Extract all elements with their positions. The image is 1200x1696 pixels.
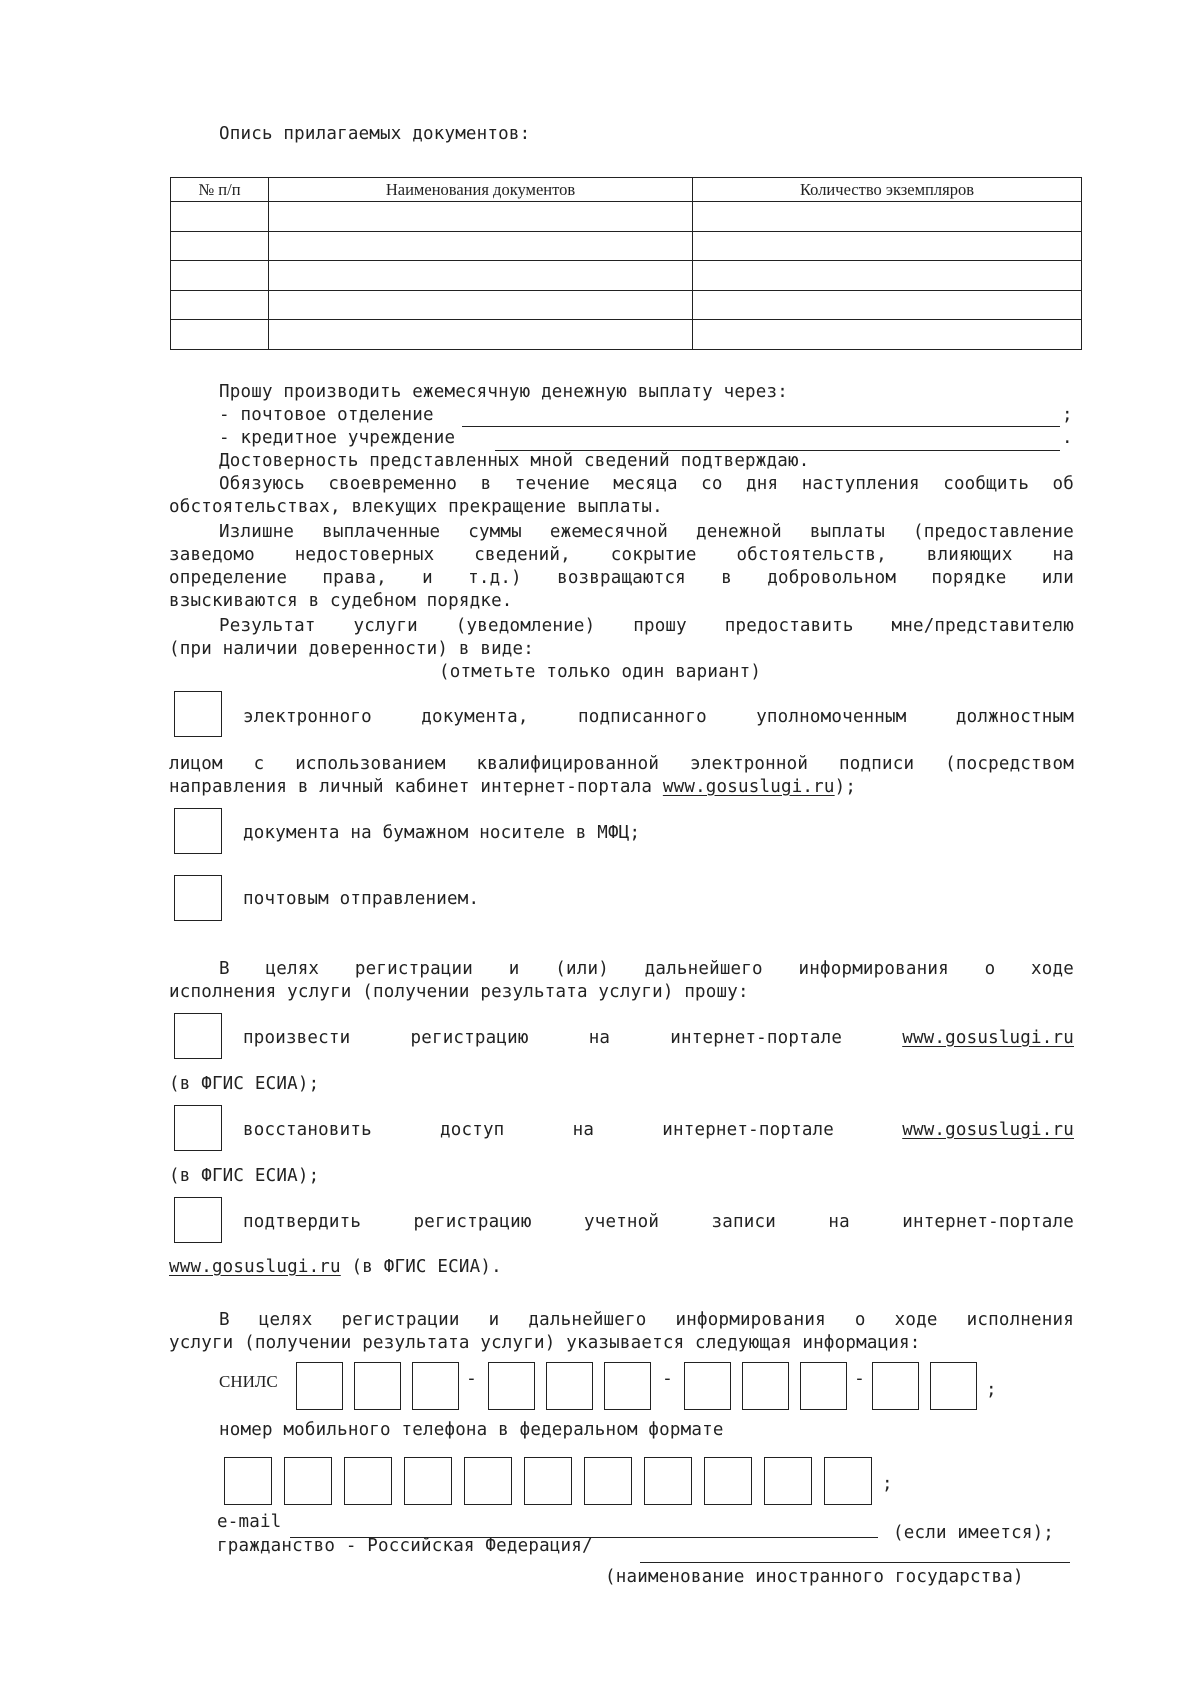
phone-end: ; <box>882 1474 893 1494</box>
credit-institution-label: - кредитное учреждение <box>219 428 456 448</box>
gosuslugi-link[interactable]: www.gosuslugi.ru <box>902 1028 1074 1048</box>
credit-institution-end: . <box>1062 428 1073 448</box>
result-hint: (отметьте только один вариант) <box>439 662 762 682</box>
payment-intro: Прошу производить ежемесячную денежную выплату через: <box>219 382 789 402</box>
table-cell-number[interactable] <box>171 261 269 291</box>
result-electronic-line-3-text: направления в личный кабинет интернет-портала <box>169 777 663 797</box>
table-cell-copies[interactable] <box>693 202 1082 232</box>
oblige-line-2: обстоятельствах, влекущих прекращение выплаты. <box>169 497 663 517</box>
foreign-state-field[interactable] <box>640 1562 1070 1563</box>
snils-digit-box[interactable] <box>604 1362 651 1410</box>
restore-access-line: восстановить доступ на интернет-портале www.gosuslugi.ru <box>243 1120 1074 1140</box>
excess-line-2: заведомо недостоверных сведений, сокрытие обстоятельств, влияющих на <box>169 545 1074 565</box>
table-cell-copies[interactable] <box>693 290 1082 320</box>
table-row <box>171 202 1082 232</box>
table-cell-number[interactable] <box>171 231 269 261</box>
table-cell-number[interactable] <box>171 320 269 350</box>
result-electronic-line-3 <box>169 777 856 797</box>
snils-digit-box[interactable] <box>742 1362 789 1410</box>
snils-digit-box[interactable] <box>354 1362 401 1410</box>
snils-digit-box[interactable] <box>800 1362 847 1410</box>
restore-access-checkbox[interactable] <box>174 1105 222 1151</box>
table-cell-copies[interactable] <box>693 231 1082 261</box>
excess-line-1: Излишне выплаченные суммы ежемесячной денежной выплаты (предоставление <box>219 522 1074 542</box>
email-note: (если имеется); <box>893 1523 1055 1543</box>
snils-digit-box[interactable] <box>488 1362 535 1410</box>
restore-access-tail: (в ФГИС ЕСИА); <box>169 1166 320 1186</box>
excess-line-3: определение права, и т.д.) возвращаются в добровольном порядке или <box>169 568 1074 588</box>
gosuslugi-link[interactable]: www.gosuslugi.ru <box>902 1120 1074 1140</box>
column-header-number: № п/п <box>171 178 269 202</box>
phone-digit-box[interactable] <box>284 1457 332 1505</box>
result-mail-label: почтовым отправлением. <box>243 889 480 909</box>
result-paper-label: документа на бумажном носителе в МФЦ; <box>243 823 641 843</box>
table-row <box>171 320 1082 350</box>
excess-line-4: взыскиваются в судебном порядке. <box>169 591 513 611</box>
registration-intro-1: В целях регистрации и (или) дальнейшего информирования о ходе <box>219 959 1074 979</box>
phone-label: номер мобильного телефона в федеральном формате <box>219 1420 724 1440</box>
snils-separator: - <box>662 1368 673 1389</box>
snils-digit-box[interactable] <box>412 1362 459 1410</box>
table-cell-copies[interactable] <box>693 261 1082 291</box>
gosuslugi-link[interactable]: www.gosuslugi.ru <box>169 1257 341 1277</box>
table-cell-number[interactable] <box>171 202 269 232</box>
phone-digit-box[interactable] <box>524 1457 572 1505</box>
confirm-text: Достоверность представленных мной сведений подтверждаю. <box>219 451 810 471</box>
post-office-field[interactable] <box>462 426 1060 427</box>
citizenship-label: гражданство - Российская Федерация/ <box>217 1536 593 1556</box>
phone-digit-box[interactable] <box>704 1457 752 1505</box>
result-paper-checkbox[interactable] <box>174 808 222 854</box>
gosuslugi-link[interactable]: www.gosuslugi.ru <box>662 777 835 797</box>
snils-separator: - <box>854 1368 865 1389</box>
table-cell-document-name[interactable] <box>269 202 693 232</box>
confirm-registration-tail <box>169 1257 502 1277</box>
result-intro-1: Результат услуги (уведомление) прошу предоставить мне/представителю <box>219 616 1074 636</box>
documents-table <box>170 177 1082 350</box>
info-intro-1: В целях регистрации и дальнейшего информирования о ходе исполнения <box>219 1310 1074 1330</box>
confirm-registration-checkbox[interactable] <box>174 1197 222 1243</box>
register-checkbox[interactable] <box>174 1013 222 1059</box>
phone-digit-box[interactable] <box>404 1457 452 1505</box>
inventory-title: Опись прилагаемых документов: <box>219 124 531 144</box>
snils-digit-box[interactable] <box>872 1362 919 1410</box>
table-cell-document-name[interactable] <box>269 261 693 291</box>
column-header-document-name: Наименования документов <box>269 178 693 202</box>
info-intro-2: услуги (получении результата услуги) указывается следующая информация: <box>169 1333 921 1353</box>
table-cell-document-name[interactable] <box>269 231 693 261</box>
result-electronic-checkbox[interactable] <box>174 691 222 737</box>
table-cell-copies[interactable] <box>693 320 1082 350</box>
register-tail: (в ФГИС ЕСИА); <box>169 1074 320 1094</box>
phone-digit-box[interactable] <box>224 1457 272 1505</box>
confirm-registration-line: подтвердить регистрацию учетной записи на интернет-портале <box>243 1212 1074 1232</box>
snils-label: СНИЛС <box>219 1372 278 1391</box>
table-header-row <box>171 178 1082 202</box>
register-line: произвести регистрацию на интернет-портале www.gosuslugi.ru <box>243 1028 1074 1048</box>
phone-digit-box[interactable] <box>644 1457 692 1505</box>
result-intro-2: (при наличии доверенности) в виде: <box>169 639 535 659</box>
table-cell-document-name[interactable] <box>269 290 693 320</box>
phone-digit-box[interactable] <box>764 1457 812 1505</box>
email-label: e-mail <box>217 1512 282 1532</box>
snils-digit-box[interactable] <box>296 1362 343 1410</box>
result-electronic-line-1: электронного документа, подписанного уполномоченным должностным <box>243 707 1074 727</box>
column-header-copies: Количество экземпляров <box>693 178 1082 202</box>
phone-digit-box[interactable] <box>344 1457 392 1505</box>
post-office-end: ; <box>1062 405 1073 425</box>
result-mail-checkbox[interactable] <box>174 875 222 921</box>
phone-digit-box[interactable] <box>464 1457 512 1505</box>
snils-digit-box[interactable] <box>930 1362 977 1410</box>
table-cell-number[interactable] <box>171 290 269 320</box>
oblige-line-1: Обязуюсь своевременно в течение месяца со дня наступления сообщить об <box>219 474 1074 494</box>
confirm-registration-tail-text: (в ФГИС ЕСИА). <box>340 1257 502 1277</box>
result-electronic-line-2: лицом с использованием квалифицированной электронной подписи (посредством <box>169 754 1074 774</box>
snils-digit-box[interactable] <box>546 1362 593 1410</box>
foreign-state-note: (наименование иностранного государства) <box>605 1567 1024 1587</box>
snils-end: ; <box>986 1380 997 1400</box>
phone-digit-box[interactable] <box>584 1457 632 1505</box>
post-office-label: - почтовое отделение <box>219 405 434 425</box>
table-cell-document-name[interactable] <box>269 320 693 350</box>
registration-intro-2: исполнения услуги (получении результата услуги) прошу: <box>169 982 749 1002</box>
snils-digit-box[interactable] <box>684 1362 731 1410</box>
table-row <box>171 261 1082 291</box>
table-row <box>171 290 1082 320</box>
phone-digit-box[interactable] <box>824 1457 872 1505</box>
result-electronic-line-3-end: ); <box>834 777 857 797</box>
table-row <box>171 231 1082 261</box>
snils-separator: - <box>466 1368 477 1389</box>
